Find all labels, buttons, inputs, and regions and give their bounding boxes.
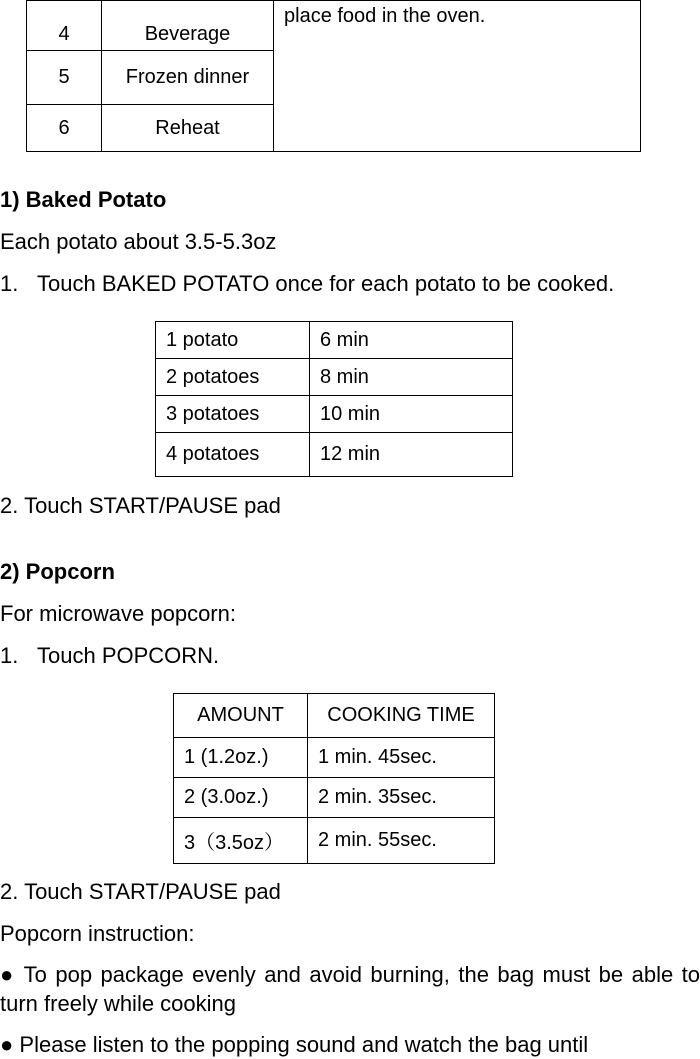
popcorn-instruction-title: Popcorn instruction: — [0, 921, 195, 946]
program-note: place food in the oven. — [274, 1, 641, 152]
program-number: 4 — [27, 1, 102, 51]
program-name: Reheat — [102, 105, 274, 152]
step-number: 1. — [0, 271, 19, 296]
potato-amount: 3 potatoes — [156, 396, 310, 433]
baked-potato-step-1 — [0, 271, 614, 297]
program-number: 5 — [27, 51, 102, 105]
popcorn-time: 2 min. 35sec. — [308, 778, 495, 818]
popcorn-amount: 2 (3.0oz.) — [174, 778, 308, 818]
step-number: 1. — [0, 643, 19, 668]
potato-time-table — [155, 321, 513, 477]
potato-time: 12 min — [310, 433, 513, 477]
potato-amount: 2 potatoes — [156, 359, 310, 396]
potato-time: 6 min — [310, 322, 513, 359]
potato-time: 8 min — [310, 359, 513, 396]
popcorn-step-1 — [0, 643, 219, 669]
step-text: Touch BAKED POTATO once for each potato to be cooked. — [37, 271, 615, 296]
table-row — [174, 818, 495, 864]
popcorn-step-2: 2. Touch START/PAUSE pad — [0, 879, 281, 904]
popcorn-time-table — [173, 693, 495, 864]
table-header-row — [174, 694, 495, 738]
popcorn-bullet: ● Please listen to the popping sound and watch the bag until — [0, 1032, 589, 1057]
time-header: COOKING TIME — [308, 694, 495, 738]
baked-potato-heading: 1) Baked Potato — [0, 187, 167, 212]
program-number: 6 — [27, 105, 102, 152]
program-name: Frozen dinner — [102, 51, 274, 105]
potato-time: 10 min — [310, 396, 513, 433]
table-row — [174, 778, 495, 818]
table-row — [156, 396, 513, 433]
potato-amount: 1 potato — [156, 322, 310, 359]
program-name: Beverage — [102, 1, 274, 51]
table-row — [156, 322, 513, 359]
table-row — [156, 433, 513, 477]
popcorn-intro: For microwave popcorn: — [0, 601, 236, 626]
popcorn-amount: 1 (1.2oz.) — [174, 738, 308, 778]
baked-potato-intro: Each potato about 3.5-5.3oz — [0, 229, 277, 254]
popcorn-bullet: ● To pop package evenly and avoid burning, the bag must be able to turn freely while cooking — [0, 962, 700, 1016]
amount-header: AMOUNT — [174, 694, 308, 738]
popcorn-heading: 2) Popcorn — [0, 559, 115, 584]
potato-amount: 4 potatoes — [156, 433, 310, 477]
popcorn-time: 1 min. 45sec. — [308, 738, 495, 778]
baked-potato-step-2: 2. Touch START/PAUSE pad — [0, 493, 281, 518]
popcorn-amount: 3（3.5oz） — [174, 818, 308, 864]
table-row — [156, 359, 513, 396]
popcorn-time: 2 min. 55sec. — [308, 818, 495, 864]
program-row — [27, 1, 641, 51]
step-text: Touch POPCORN. — [37, 643, 220, 668]
table-row — [174, 738, 495, 778]
program-table — [26, 0, 641, 152]
